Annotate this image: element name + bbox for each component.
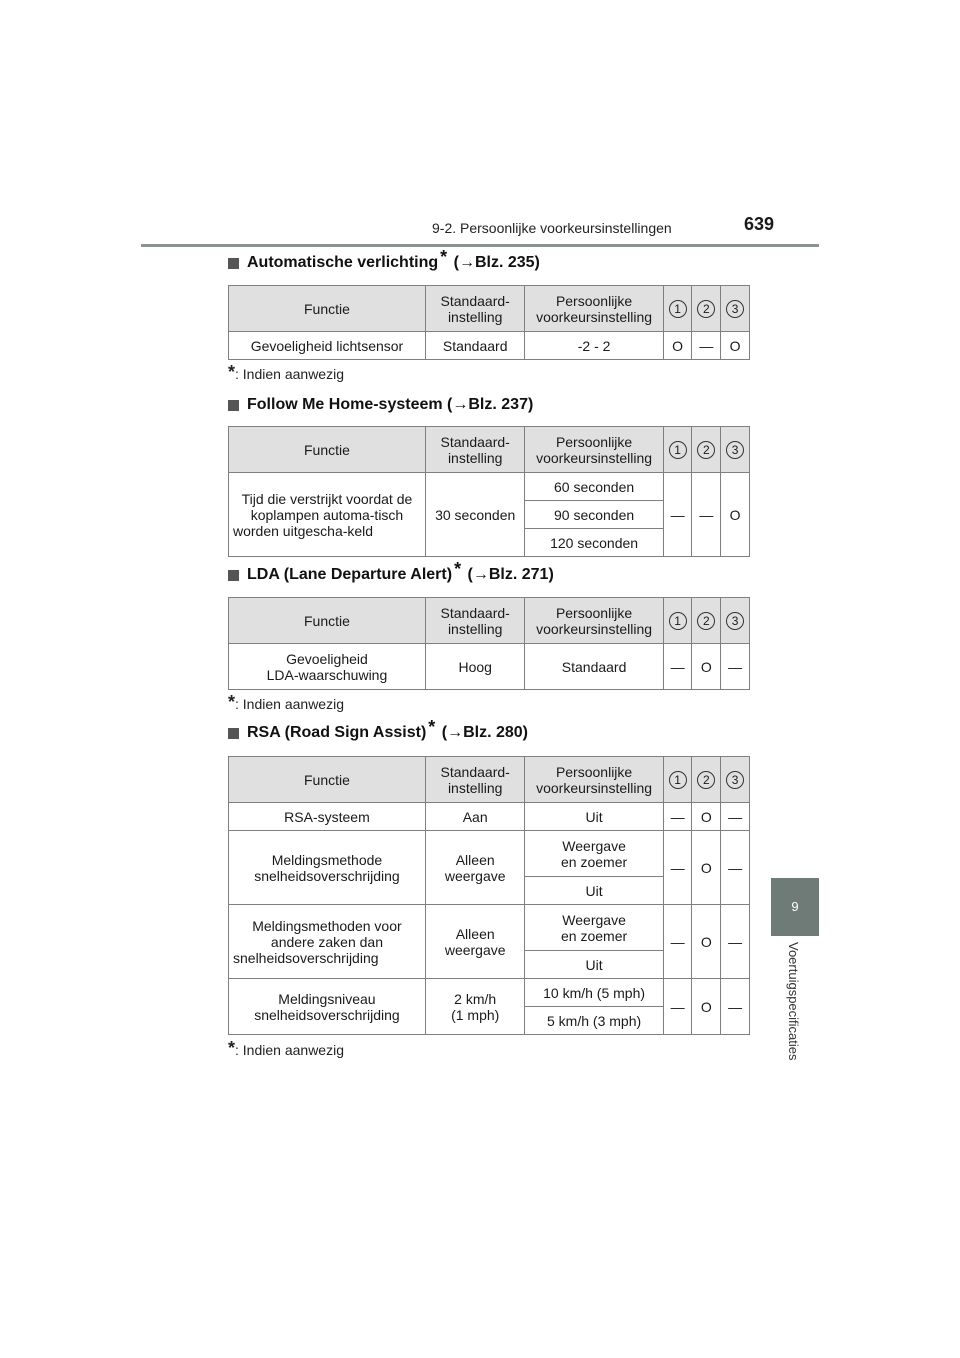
header-num-2	[692, 598, 721, 644]
asterisk-icon: *	[228, 1038, 236, 1058]
cell-mark-3: O	[721, 332, 750, 360]
header-num-2	[692, 757, 721, 803]
circled-number-1: 1	[669, 441, 687, 459]
heading-text: RSA (Road Sign Assist)	[247, 724, 427, 741]
chapter-label	[784, 942, 804, 1082]
asterisk-icon: *	[228, 692, 236, 712]
header-function: Functie	[229, 757, 426, 803]
cell-mark-1: —	[663, 831, 692, 905]
header-function: Functie	[229, 427, 426, 473]
table-follow-me	[228, 426, 750, 557]
cell-function: RSA-systeem	[229, 803, 426, 831]
header-title: 9-2. Persoonlijke voorkeursinstellingen	[432, 220, 672, 236]
table-row	[229, 905, 750, 951]
cell-mark-2: —	[692, 473, 721, 557]
header-personal: Persoonlijke voorkeursinstelling	[525, 757, 663, 803]
cell-default: Standaard	[425, 332, 525, 360]
cell-option-2: 90 seconden	[525, 501, 663, 529]
footnote-rsa	[228, 1038, 344, 1063]
table-header-row	[229, 427, 750, 473]
header-num-1	[663, 427, 692, 473]
circled-number-3: 3	[726, 771, 744, 789]
heading-ref: (→Blz. 235)	[449, 254, 540, 271]
cell-mark-3: —	[721, 979, 750, 1035]
cell-option-2: Uit	[525, 951, 663, 979]
cell-function: Gevoeligheid LDA-waarschuwing	[229, 644, 426, 690]
circled-number-1: 1	[669, 300, 687, 318]
cell-mark-2: —	[692, 332, 721, 360]
circled-number-1: 1	[669, 771, 687, 789]
chapter-tab[interactable]	[771, 878, 819, 936]
cell-mark-3: —	[721, 803, 750, 831]
heading-text: Follow Me Home-systeem (→Blz. 237)	[247, 396, 534, 413]
cell-personal: -2 - 2	[525, 332, 663, 360]
heading-text: Automatische verlichting	[247, 254, 439, 271]
cell-function: Meldingsmethode snelheidsoverschrijding	[229, 831, 426, 905]
header-num-3	[721, 427, 750, 473]
section-heading-rsa	[228, 717, 528, 742]
cell-option-3: 120 seconden	[525, 529, 663, 557]
table-row	[229, 831, 750, 877]
cell-personal: Standaard	[525, 644, 663, 690]
header-personal: Persoonlijke voorkeursinstelling	[525, 598, 663, 644]
footnote-text: : Indien aanwezig	[235, 366, 344, 382]
header-num-3	[721, 757, 750, 803]
cell-mark-1: —	[663, 644, 692, 690]
page-header	[432, 214, 792, 242]
cell-mark-3: O	[721, 473, 750, 557]
circled-number-1: 1	[669, 612, 687, 630]
cell-mark-2: O	[692, 831, 721, 905]
asterisk-icon: *	[454, 559, 462, 579]
cell-mark-2: O	[692, 905, 721, 979]
asterisk-icon: *	[228, 362, 236, 382]
circled-number-3: 3	[726, 612, 744, 630]
cell-default: Alleen weergave	[425, 831, 525, 905]
cell-option-1: Weergave en zoemer	[525, 831, 663, 877]
heading-ref: (→Blz. 271)	[463, 566, 554, 583]
cell-mark-2: O	[692, 979, 721, 1035]
header-num-3	[721, 598, 750, 644]
table-lda	[228, 597, 750, 690]
header-function: Functie	[229, 286, 426, 332]
table-header-row	[229, 757, 750, 803]
cell-option-1: Weergave en zoemer	[525, 905, 663, 951]
cell-option-1: 60 seconden	[525, 473, 663, 501]
header-personal: Persoonlijke voorkeursinstelling	[525, 427, 663, 473]
cell-default: Alleen weergave	[425, 905, 525, 979]
table-rsa	[228, 756, 750, 1035]
cell-mark-1: O	[663, 332, 692, 360]
circled-number-2: 2	[697, 300, 715, 318]
circled-number-2: 2	[697, 771, 715, 789]
header-default: Standaard- instelling	[425, 286, 525, 332]
cell-default: Aan	[425, 803, 525, 831]
header-default: Standaard- instelling	[425, 427, 525, 473]
circled-number-2: 2	[697, 441, 715, 459]
cell-mark-3: —	[721, 831, 750, 905]
square-bullet-icon	[228, 570, 239, 581]
header-rule	[141, 244, 819, 247]
cell-mark-2: O	[692, 644, 721, 690]
chapter-tab-number: 9	[791, 899, 799, 914]
section-heading-auto-lights	[228, 247, 540, 272]
header-function: Functie	[229, 598, 426, 644]
cell-mark-1: —	[663, 905, 692, 979]
table-row	[229, 803, 750, 831]
footnote-text: : Indien aanwezig	[235, 1042, 344, 1058]
footnote-lda	[228, 692, 344, 717]
cell-option-2: Uit	[525, 877, 663, 905]
header-num-1	[663, 757, 692, 803]
table-header-row	[229, 598, 750, 644]
cell-mark-2: O	[692, 803, 721, 831]
circled-number-2: 2	[697, 612, 715, 630]
header-num-1	[663, 598, 692, 644]
cell-option-1: 10 km/h (5 mph)	[525, 979, 663, 1007]
cell-mark-1: —	[663, 803, 692, 831]
header-personal: Persoonlijke voorkeursinstelling	[525, 286, 663, 332]
table-row	[229, 979, 750, 1007]
square-bullet-icon	[228, 400, 239, 411]
cell-mark-1: —	[663, 473, 692, 557]
cell-function: Gevoeligheid lichtsensor	[229, 332, 426, 360]
heading-text: LDA (Lane Departure Alert)	[247, 566, 453, 583]
page-number: 639	[743, 214, 774, 234]
table-row	[229, 332, 750, 360]
table-auto-lights	[228, 285, 750, 360]
footnote-auto-lights	[228, 362, 344, 387]
circled-number-3: 3	[726, 441, 744, 459]
circled-number-3: 3	[726, 300, 744, 318]
table-row	[229, 644, 750, 690]
cell-default: Hoog	[425, 644, 525, 690]
table-row	[229, 473, 750, 501]
cell-mark-3: —	[721, 905, 750, 979]
square-bullet-icon	[228, 728, 239, 739]
cell-function: Meldingsmethoden voor andere zaken dan snelheidsoverschrijding	[229, 905, 426, 979]
header-default: Standaard- instelling	[425, 598, 525, 644]
cell-personal: Uit	[525, 803, 663, 831]
asterisk-icon: *	[428, 717, 436, 737]
cell-mark-1: —	[663, 979, 692, 1035]
cell-function: Tijd die verstrijkt voordat de koplampen automa-tisch worden uitgescha-keld	[229, 473, 426, 557]
header-num-2	[692, 286, 721, 332]
section-heading-follow-me	[228, 396, 533, 414]
footnote-text: : Indien aanwezig	[235, 696, 344, 712]
cell-default: 30 seconden	[425, 473, 525, 557]
asterisk-icon: *	[440, 247, 448, 267]
section-heading-lda	[228, 559, 554, 584]
cell-mark-3: —	[721, 644, 750, 690]
cell-default: 2 km/h (1 mph)	[425, 979, 525, 1035]
cell-function: Meldingsniveau snelheidsoverschrijding	[229, 979, 426, 1035]
cell-option-2: 5 km/h (3 mph)	[525, 1007, 663, 1035]
square-bullet-icon	[228, 258, 239, 269]
heading-ref: (→Blz. 280)	[437, 724, 528, 741]
header-num-1	[663, 286, 692, 332]
header-default: Standaard- instelling	[425, 757, 525, 803]
chapter-label-text: Voertuigspecificaties	[786, 942, 801, 1061]
header-num-3	[721, 286, 750, 332]
header-num-2	[692, 427, 721, 473]
table-header-row	[229, 286, 750, 332]
